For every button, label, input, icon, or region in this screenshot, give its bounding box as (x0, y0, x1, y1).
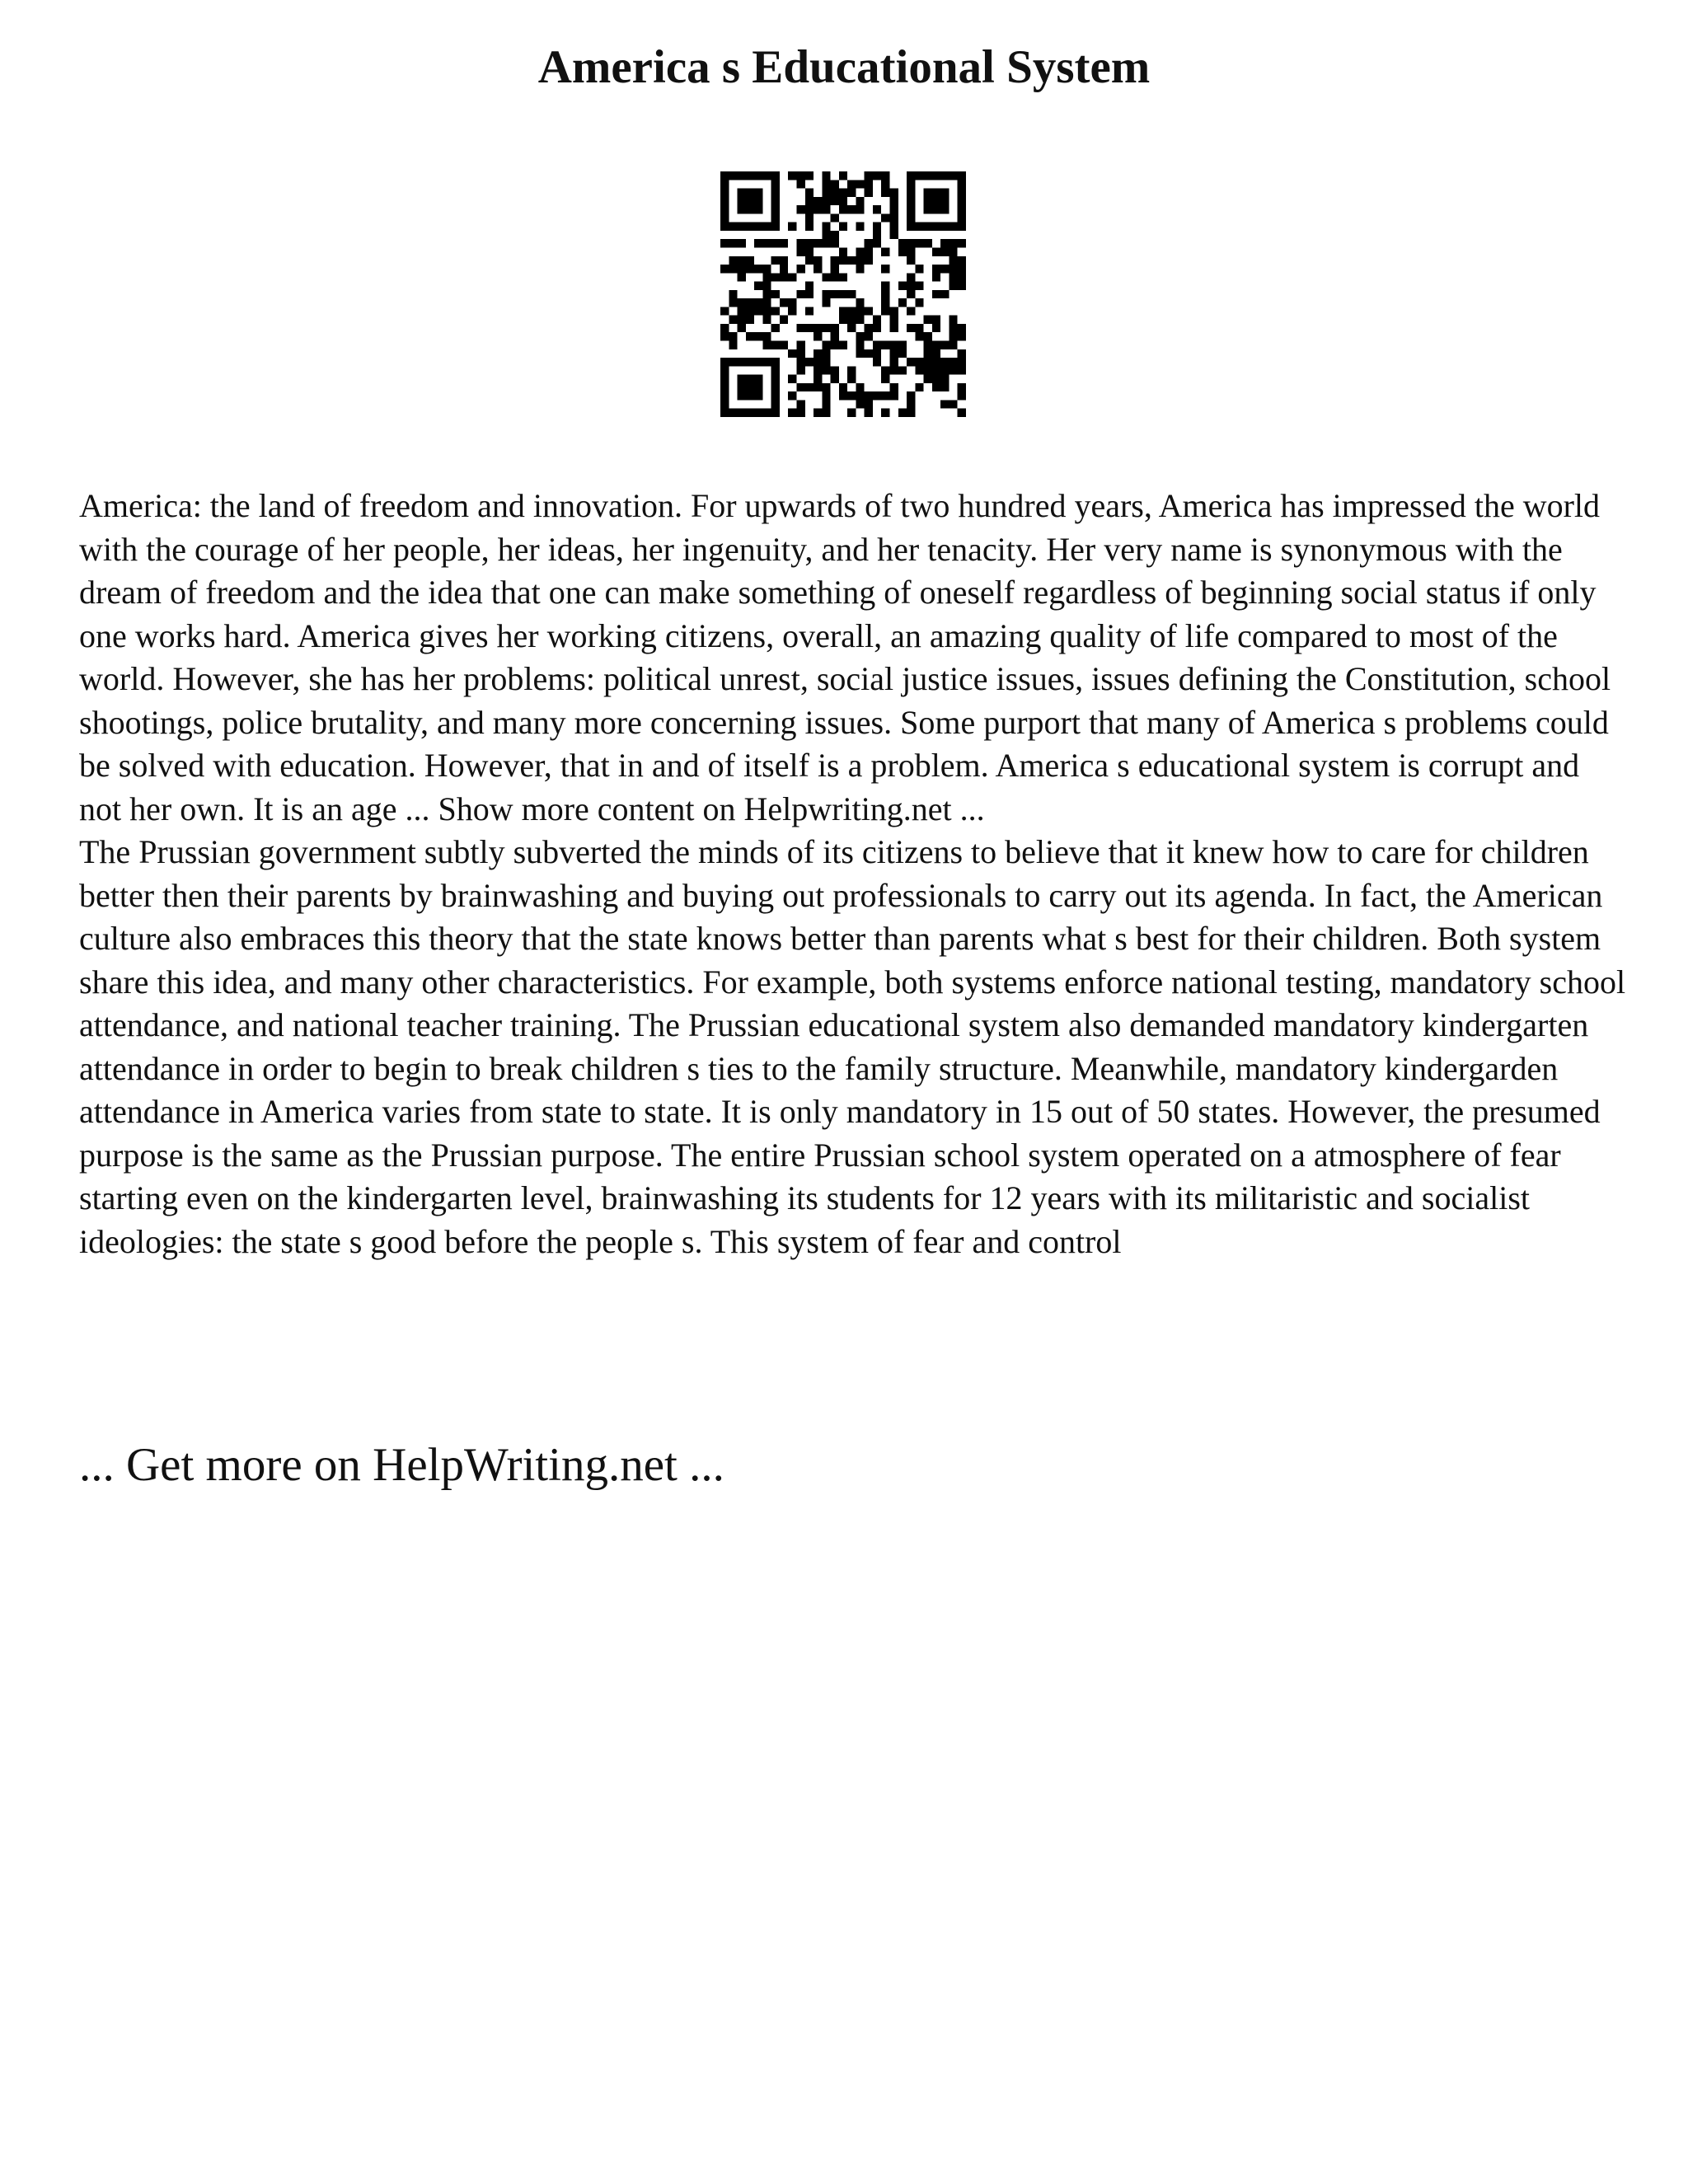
paragraph-intro: America: the land of freedom and innovation. For upwards of two hundred years, America has impressed the world with the courage of her people, her ideas, her ingenuity, and her tenacity. Her very name is synonymous with the dream of freedom and the idea that one can make something of oneself regardless of beginning social status if only one works hard. America gives her working citizens, overall, an amazing quality of life compared to most of the world. However, she has her problems: political unrest, social justice issues, issues defining the Constitution, school shootings, police brutality, and many more concerning issues. Some purport that many of America s problems could be solved with education. However, that in and of itself is a problem. America s educational system is corrupt and not her own. It is an age ... Show more content on Helpwriting.net ... (79, 487, 1611, 827)
document-body (79, 485, 1629, 1263)
paragraph-prussian: The Prussian government subtly subverted the minds of its citizens to believe that it knew how to care for children better then their parents by brainwashing and buying out professionals to carry out its agenda. In fact, the American culture also embraces this theory that the state knows better than parents what s best for their children. Both system share this idea, and many other characteristics. For example, both systems enforce national testing, mandatory school attendance, and national teacher training. The Prussian educational system also demanded mandatory kindergarten attendance in order to begin to break children s ties to the family structure. Meanwhile, mandatory kindergarden attendance in America varies from state to state. It is only mandatory in 15 out of 50 states. However, the presumed purpose is the same as the Prussian purpose. The entire Prussian school system operated on a atmosphere of fear starting even on the kindergarten level, brainwashing its students for 12 years with its militaristic and socialist ideologies: the state s good before the people s. This system of fear and control (79, 833, 1626, 1260)
qr-code-icon[interactable] (720, 171, 966, 417)
document-title: America s Educational System (537, 41, 1151, 93)
get-more-link[interactable]: ... Get more on HelpWriting.net ... (79, 1439, 724, 1491)
